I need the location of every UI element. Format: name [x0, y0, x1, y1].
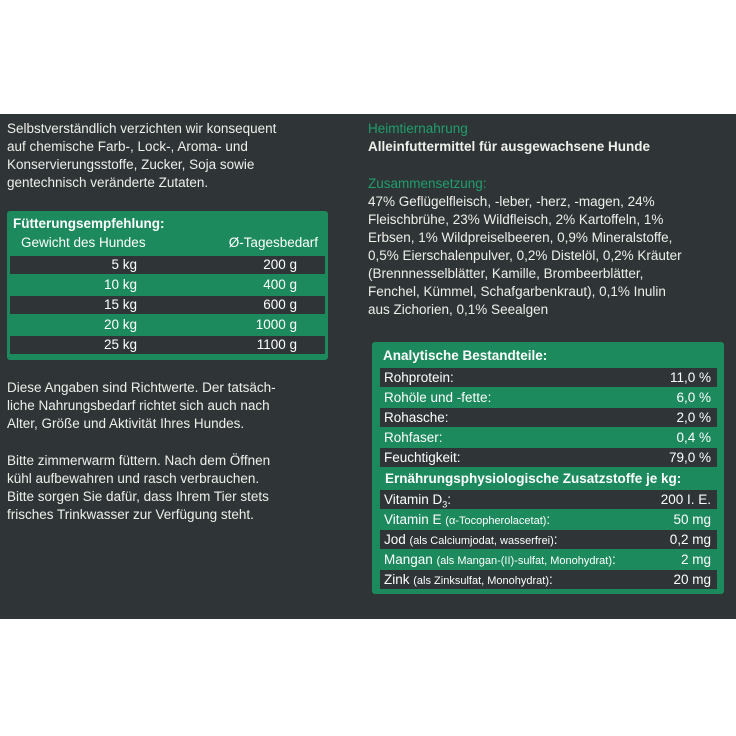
additive-label: Jod (als Calciumjodat, wasserfrei): — [384, 532, 558, 547]
analysis-label: Feuchtigkeit: — [384, 450, 461, 465]
additives-title: Ernährungsphysiologische Zusatzstoffe je kg: — [385, 471, 682, 486]
table-row — [380, 530, 717, 549]
column-header-weight: Gewicht des Hundes — [21, 235, 146, 250]
table-row — [380, 388, 717, 407]
intro-line-4: gentechnisch veränderte Zutaten. — [7, 175, 209, 190]
analysis-value: 0,4 % — [676, 430, 711, 445]
table-row — [380, 570, 717, 589]
table-row — [10, 336, 325, 354]
heading-composition: Zusammensetzung: — [368, 176, 487, 191]
daily-cell: 1100 g — [256, 337, 297, 352]
notes-line-4: Bitte zimmerwarm füttern. Nach dem Öffnen — [7, 453, 271, 468]
composition-line-2: Fleischbrühe, 23% Wildfleisch, 2% Kartoffeln, 1% — [368, 212, 664, 227]
additive-label: Vitamin E (α-Tocopherolacetat): — [384, 512, 551, 527]
additive-value: 0,2 mg — [669, 532, 711, 547]
analysis-label: Rohöle und -fette: — [384, 390, 492, 405]
table-row — [10, 276, 325, 294]
additive-value: 200 I. E. — [660, 492, 711, 507]
table-row — [380, 510, 717, 529]
subheading-complete-feed: Alleinfuttermittel für ausgewachsene Hunde — [368, 139, 651, 154]
weight-cell: 25 kg — [103, 337, 137, 352]
table-row — [10, 316, 325, 334]
table-row — [380, 550, 717, 569]
additive-value: 20 mg — [673, 572, 711, 587]
table-row — [380, 448, 717, 467]
intro-line-1: Selbstverständlich verzichten wir konsequent — [7, 121, 277, 136]
table-row — [10, 296, 325, 314]
analysis-label: Rohprotein: — [384, 370, 454, 385]
table-row — [380, 408, 717, 427]
notes-line-7: frisches Trinkwasser zur Verfügung steht. — [7, 507, 254, 522]
notes-line-2: liche Nahrungsbedarf richtet sich auch nach — [7, 398, 270, 413]
table-row — [380, 490, 717, 509]
composition-line-3: Erbsen, 1% Wildpreiselbeeren, 0,9% Mineralstoffe, — [368, 230, 673, 245]
feeding-title: Fütterungsempfehlung: — [13, 216, 165, 231]
analysis-table — [372, 342, 724, 594]
feeding-recommendation-table — [7, 211, 328, 360]
notes-line-3: Alter, Größe und Aktivität Ihres Hundes. — [7, 416, 245, 431]
notes-line-6: Bitte sorgen Sie dafür, dass Ihrem Tier stets — [7, 489, 269, 504]
daily-cell: 600 g — [263, 297, 297, 312]
table-row — [380, 368, 717, 387]
additive-label: Zink (als Zinksulfat, Monohydrat): — [384, 572, 553, 587]
analysis-value: 11,0 % — [669, 370, 711, 385]
daily-cell: 400 g — [263, 277, 297, 292]
table-row — [10, 256, 325, 274]
composition-line-4: 0,5% Eierschalenpulver, 0,2% Distelöl, 0,2% Kräuter — [368, 248, 682, 263]
heading-pet-food: Heimtiernahrung — [368, 121, 468, 136]
weight-cell: 5 kg — [111, 257, 137, 272]
composition-line-1: 47% Geflügelfleisch, -leber, -herz, -magen, 24% — [368, 194, 655, 209]
composition-line-7: aus Zichorien, 0,1% Seealgen — [368, 302, 549, 317]
analysis-value: 2,0 % — [676, 410, 711, 425]
analysis-label: Rohfaser: — [384, 430, 443, 445]
analysis-label: Rohasche: — [384, 410, 449, 425]
weight-cell: 10 kg — [103, 277, 137, 292]
composition-line-6: Fenchel, Kümmel, Schafgarbenkraut), 0,1% Inulin — [368, 284, 666, 299]
additive-label: Mangan (als Mangan-(II)-sulfat, Monohydrat): — [384, 552, 616, 567]
analysis-title: Analytische Bestandteile: — [383, 348, 548, 363]
weight-cell: 20 kg — [103, 317, 137, 332]
intro-line-3: Konservierungsstoffe, Zucker, Soja sowie — [7, 157, 255, 172]
analysis-value: 79,0 % — [668, 450, 711, 465]
additive-value: 2 mg — [680, 552, 711, 567]
analysis-value: 6,0 % — [676, 390, 711, 405]
column-header-daily: Ø-Tagesbedarf — [228, 235, 318, 250]
daily-cell: 200 g — [263, 257, 297, 272]
daily-cell: 1000 g — [255, 317, 297, 332]
table-row — [380, 428, 717, 447]
weight-cell: 15 kg — [103, 297, 137, 312]
intro-line-2: auf chemische Farb-, Lock-, Aroma- und — [7, 139, 248, 154]
notes-line-1: Diese Angaben sind Richtwerte. Der tatsäch- — [7, 380, 276, 395]
additive-value: 50 mg — [673, 512, 711, 527]
composition-line-5: (Brennnesselblätter, Kamille, Brombeerblätter, — [368, 266, 644, 281]
additive-label: Vitamin $D_3$: — [384, 492, 452, 510]
notes-line-5: kühl aufbewahren und rasch verbrauchen. — [7, 471, 260, 486]
